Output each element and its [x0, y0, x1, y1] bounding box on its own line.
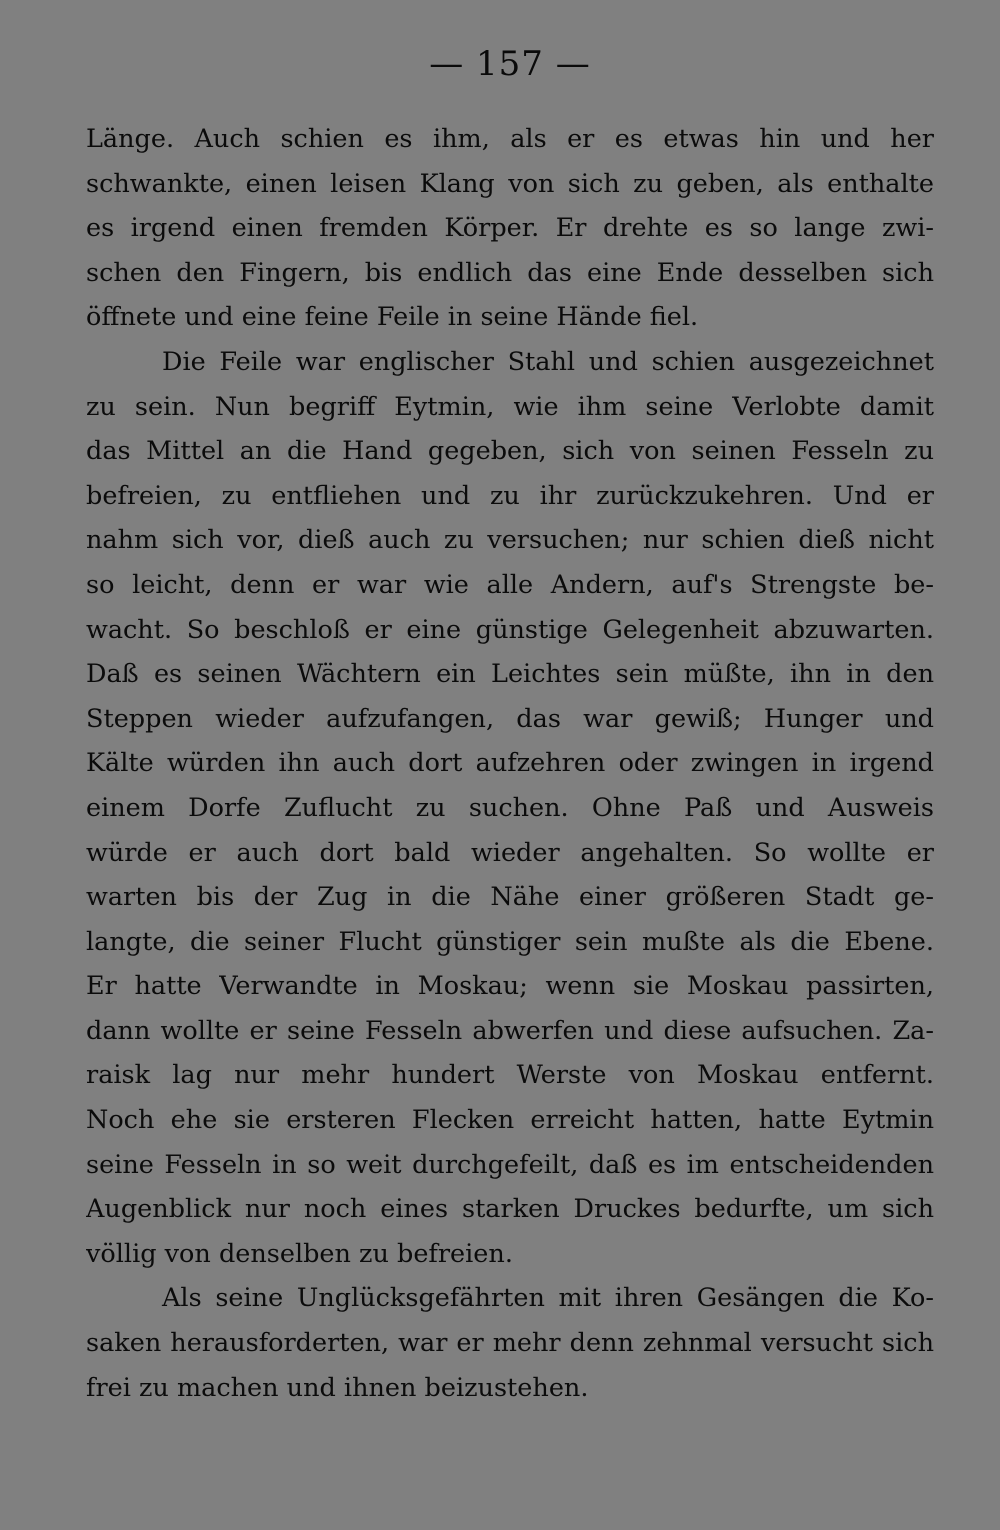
- text-line: Als seine Unglücksgefährten mit ihren Gesängen die Ko-: [162, 1283, 934, 1314]
- text-line: warten bis der Zug in die Nähe einer größeren Stadt ge-: [86, 882, 934, 913]
- text-line: völlig von denselben zu befreien.: [86, 1238, 513, 1269]
- paragraph: [86, 1276, 934, 1410]
- text-line: nahm sich vor, dieß auch zu versuchen; nur schien dieß nicht: [86, 525, 934, 556]
- text-line: raisk lag nur mehr hundert Werste von Moskau entfernt.: [86, 1060, 934, 1091]
- text-line: schen den Fingern, bis endlich das eine Ende desselben sich: [86, 257, 934, 288]
- text-line: dann wollte er seine Fesseln abwerfen und diese aufsuchen. Za-: [86, 1015, 934, 1046]
- text-line: Steppen wieder aufzufangen, das war gewiß; Hunger und: [86, 703, 934, 734]
- text-line: zu sein. Nun begriff Eytmin, wie ihm seine Verlobte damit: [86, 391, 934, 422]
- text-line: das Mittel an die Hand gegeben, sich von seinen Fesseln zu: [86, 436, 934, 467]
- text-line: öffnete und eine feine Feile in seine Hände fiel.: [86, 302, 699, 333]
- text-line: frei zu machen und ihnen beizustehen.: [86, 1372, 589, 1403]
- text-line: Noch ehe sie ersteren Flecken erreicht hatten, hatte Eytmin: [86, 1105, 934, 1136]
- text-line: Länge. Auch schien es ihm, als er es etwas hin und her: [86, 124, 934, 154]
- text-line: Augenblick nur noch eines starken Druckes bedurfte, um sich: [86, 1194, 934, 1225]
- text-line: Kälte würden ihn auch dort aufzehren oder zwingen in irgend: [86, 748, 934, 779]
- text-line: so leicht, denn er war wie alle Andern, auf's Strengste be-: [86, 569, 934, 600]
- text-line: befreien, zu entfliehen und zu ihr zurückzukehren. Und er: [86, 480, 934, 511]
- text-line: schwankte, einen leisen Klang von sich zu geben, als enthalte: [86, 168, 934, 199]
- text-line: würde er auch dort bald wieder angehalten. So wollte er: [86, 837, 934, 868]
- body-text: [86, 117, 934, 1410]
- text-line: es irgend einen fremden Körper. Er drehte es so lange zwi-: [86, 213, 934, 244]
- text-line: einem Dorfe Zuflucht zu suchen. Ohne Paß und Ausweis: [86, 792, 934, 823]
- text-line: wacht. So beschloß er eine günstige Gelegenheit abzuwarten.: [86, 614, 934, 645]
- text-line: Er hatte Verwandte in Moskau; wenn sie Moskau passirten,: [86, 971, 934, 1002]
- text-line: seine Fesseln in so weit durchgefeilt, daß es im entscheidenden: [86, 1149, 934, 1180]
- paragraph: [86, 117, 934, 340]
- paragraph: [86, 340, 934, 1276]
- page-number: — 157 —: [429, 44, 591, 84]
- text-line: Die Feile war englischer Stahl und schien ausgezeichnet: [162, 346, 934, 377]
- text-line: Daß es seinen Wächtern ein Leichtes sein müßte, ihn in den: [86, 659, 934, 690]
- text-line: langte, die seiner Flucht günstiger sein mußte als die Ebene.: [86, 926, 934, 957]
- text-line: saken herausforderten, war er mehr denn zehnmal versucht sich: [86, 1328, 934, 1359]
